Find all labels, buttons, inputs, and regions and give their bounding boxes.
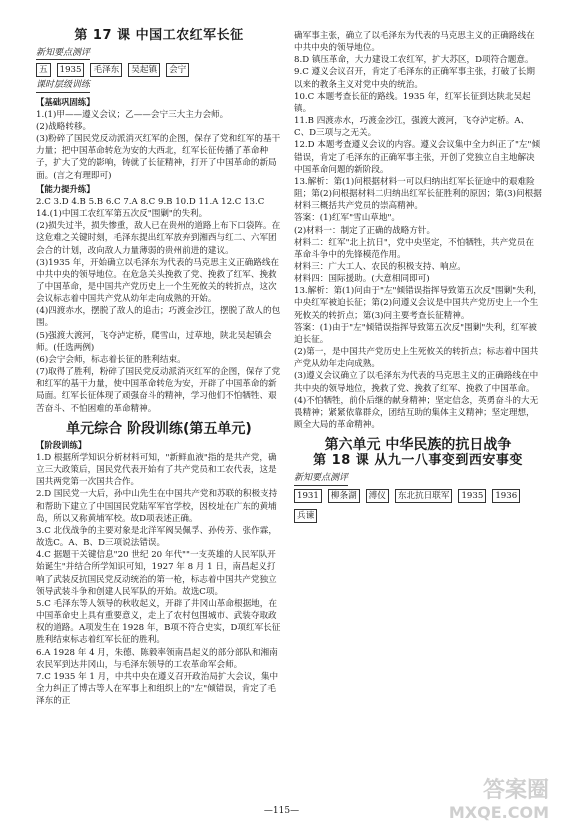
answer-paragraph: 14.(1)中国工农红军第五次反"围剿"的失利。 bbox=[36, 209, 208, 220]
answer-paragraph: 确军事主张，确立了以毛泽东为代表的马克思主义的正确路线在中共中央的领导地位。 bbox=[294, 31, 535, 54]
answer-box: 溥仪 bbox=[366, 489, 389, 503]
answer-paragraph: 7.C 1935 年 1 月，中共中央在遵义召开政治局扩大会议，集中全力纠正了博古等人在军事上和组织上的"左"倾错误，肯定了毛泽东的正 bbox=[36, 671, 279, 707]
answer-paragraph: 2.C 3.D 4.B 5.B 6.C 7.A 8.C 9.B 10.D 11.A 12.C 13.C bbox=[36, 196, 265, 207]
answer-boxes bbox=[36, 63, 282, 77]
answer-paragraph: 5.C 毛泽东等人领导的秋收起义，开辟了井冈山革命根据地，在中国革命史上具有重要意义，走上了农村包围城市、武装夺取政权的道路。A项发生在 1928 年，B项不符合史实，D项红军长征胜利结束标志着红军长征的胜利。 bbox=[36, 598, 281, 646]
answer-box: 吴起镇 bbox=[128, 63, 160, 77]
answer-box: 1935 bbox=[57, 63, 85, 77]
answer-paragraph: 2.D 国民党一大后，孙中山先生在中国共产党和苏联的积极支持和帮助下建立了中国国民党陆军军官学校，因校址在广东的黄埔岛，所以又称黄埔军校。故D项表述正确。 bbox=[36, 489, 278, 524]
watermark-url: MXQE.COM bbox=[448, 803, 549, 822]
answer-box: 会宁 bbox=[166, 63, 189, 77]
answer-paragraph: (2)第一，是中国共产党历史上生死攸关的转折点；标志着中国共产党从幼年走向成熟。 bbox=[294, 347, 539, 370]
page-number: —115— bbox=[263, 806, 300, 816]
answer-paragraph: 材料二：红军"北上抗日"，党中央坚定，不怕牺牲，共产党员在革命斗争中的先锋模范作用。 bbox=[294, 237, 534, 260]
lesson-title: 第 17 课 中国工农红军长征 bbox=[74, 28, 244, 43]
lesson-title: 第 18 课 从九一八事变到西安事变 bbox=[313, 453, 523, 469]
answer-paragraph: (2)损失过半，损失惨重，敌人已在贵州的道路上布下口袋阵。在这危难之关键时刻，毛泽东提出红军放弃到湘西与红二、六军团会合的计划，改向敌人力量薄弱的贵州前进的建议。 bbox=[36, 221, 281, 256]
answer-paragraph: (2)材料一：制定了正确的战略方针。 bbox=[294, 225, 436, 236]
answer-box: 1936 bbox=[492, 489, 520, 503]
section-title: 课时层级训练 bbox=[36, 79, 90, 92]
subsection-label: 【阶段训练】 bbox=[36, 439, 87, 450]
answer-paragraph: 材料四：国际援助。(大意相同即可) bbox=[294, 274, 430, 285]
watermark-text: 答案圈 bbox=[482, 778, 549, 803]
answer-box: 五 bbox=[36, 63, 51, 77]
answer-paragraph: 13.解析：第(1)问由于"左"倾错误指挥导致第五次反"围剿"失利，中央红军被迫长征；第(2)问遵义会议是中国共产党历史上一个生死攸关的转折点；第(3)问主要考查长征精神。 bbox=[294, 286, 542, 321]
answer-paragraph: (3)1935 年，开始确立以毛泽东为代表的马克思主义正确路线在中共中央的领导地位。在危急关头挽救了党、挽救了红军、挽救了中国革命，是中国共产党历史上一个生死攸关的转折点，这次会议标志着中国共产党从幼年走向成熟的开始。 bbox=[36, 257, 280, 305]
section-title: 新知要点测评 bbox=[294, 472, 348, 485]
answer-paragraph: 9.C 遵义会议召开，肯定了毛泽东的正确军事主张，打破了长期以来的教条主义对党中央的统治。 bbox=[294, 67, 535, 90]
answer-box: 兵谏 bbox=[294, 509, 317, 523]
answer-paragraph: 1.D 根据所学知识分析材料可知，"新鲜血液"指的是共产党，确立三大政策后，国民党代表开始有了共产党员和工农代表，这是国共两党第一次国共合作。 bbox=[36, 453, 277, 488]
answer-paragraph: (3)粉碎了国民党反动派消灭红军的企图，保存了党和红军的基干力量；把中国革命转危为安的大西北，红军长征传播了革命种子，扩大了党的影响，铸就了长征精神，打开了中国革命的新局面。(言之有理即可) bbox=[36, 134, 281, 181]
unit-title: 单元综合 阶段训练(第五单元) bbox=[66, 420, 252, 437]
answer-box: 1931 bbox=[294, 489, 322, 503]
answer-paragraph: 12.D 本题考查遵义会议的内容。遵义会议集中全力纠正了"左"倾错误，肯定了毛泽东的正确军事主张，开创了党独立自主地解决中国革命问题的新阶段。 bbox=[294, 140, 541, 175]
answer-paragraph: (6)会宁会师，标志着长征的胜利结束。 bbox=[36, 354, 186, 365]
left-column bbox=[36, 30, 282, 707]
answer-paragraph: (4)不怕牺牲，前仆后继的献身精神；坚定信念，英勇奋斗的大无畏精神；紧紧依靠群众，团结互助的集体主义精神；坚定理想，顾全大局的革命精神。 bbox=[294, 395, 539, 430]
answer-paragraph: (4)四渡赤水，摆脱了敌人的追击；巧渡金沙江，摆脱了敌人的包围。 bbox=[36, 306, 281, 329]
answer-paragraph: (7)取得了胜利，粉碎了国民党反动派消灭红军的企图，保存了党和红军的基干力量，使中国革命转危为安，开辟了中国革命的新局面。红军长征体现了顽强奋斗的精神，学习他们不怕牺牲、艰苦奋斗、不怕困难的革命精神。 bbox=[36, 367, 281, 414]
answer-paragraph: (2)战略转移。 bbox=[36, 121, 92, 132]
subsection-label: 【能力提升练】 bbox=[36, 183, 95, 194]
answer-paragraph: (5)强渡大渡河，飞夺泸定桥，爬雪山，过草地，陕北吴起镇会师。(任选两例) bbox=[36, 330, 272, 353]
section-title: 新知要点测评 bbox=[36, 47, 90, 60]
answer-paragraph: 13.解析：第(1)问根据材料一可以归纳出红军长征途中的艰难险阻；第(2)问根据材料二归纳出红军长征胜利的原因；第(3)问根据材料三概括共产党员的崇高精神。 bbox=[294, 176, 542, 212]
answer-box: 毛泽东 bbox=[90, 63, 122, 77]
answer-paragraph: 3.C 北伐战争的主要对象是北洋军阀吴佩孚、孙传芳、张作霖，故选C。A、B、D三项说法错误。 bbox=[36, 525, 277, 549]
answer-paragraph: 材料三：广大工人、农民的积极支持、响应。 bbox=[294, 261, 466, 272]
answer-paragraph: 1.(1)甲——遵义会议；乙——会宁三大主力会师。 bbox=[36, 109, 229, 120]
right-column bbox=[294, 30, 542, 524]
answer-box: 柳条湖 bbox=[328, 489, 360, 503]
answer-paragraph: 8.D 镇压革命，大力建设工农红军，扩大苏区，D项符合题意。 bbox=[294, 55, 534, 66]
answer-paragraph: 6.A 1928 年 4 月，朱德、陈毅率领南昌起义的部分部队和湘南农民军到达井冈山，与毛泽东领导的工农革命军会师。 bbox=[36, 647, 278, 670]
subsection-label: 【基础巩固练】 bbox=[36, 96, 95, 107]
answer-paragraph: (3)遵义会议确立了以毛泽东为代表的马克思主义的正确路线在中共中央的领导地位，挽救了党、挽救了红军、挽救了中国革命。 bbox=[294, 371, 539, 394]
answer-box: 东北抗日联军 bbox=[395, 489, 453, 503]
answer-paragraph: 4.C 据题干关键信息"20 世纪 20 年代""一支英雄的人民军队开始诞生"并结合所学知识可知，1927 年 8 月 1 日，南昌起义打响了武装反抗国民党反动统治的第一枪，标志着中国共产党独立领导武装斗争和创建人民军队的开始。故选C项。 bbox=[36, 550, 277, 597]
answer-paragraph: 答案：(1)由于"左"倾错误指挥导致第五次反"围剿"失利，红军被迫长征。 bbox=[294, 322, 537, 345]
answer-boxes bbox=[294, 489, 542, 523]
answer-paragraph: 11.B 四渡赤水，巧渡金沙江，强渡大渡河，飞夺泸定桥。A、C、D三项与之无关。 bbox=[294, 116, 530, 139]
answer-box: 1935 bbox=[458, 489, 486, 503]
answer-paragraph: 10.C 本题考查长征的路线。1935 年，红军长征到达陕北吴起镇。 bbox=[294, 91, 531, 114]
unit-title: 第六单元 中华民族的抗日战争 bbox=[324, 437, 512, 454]
watermark-logo bbox=[449, 780, 549, 824]
answer-paragraph: 答案：(1)红军"雪山草地"。 bbox=[294, 213, 401, 224]
